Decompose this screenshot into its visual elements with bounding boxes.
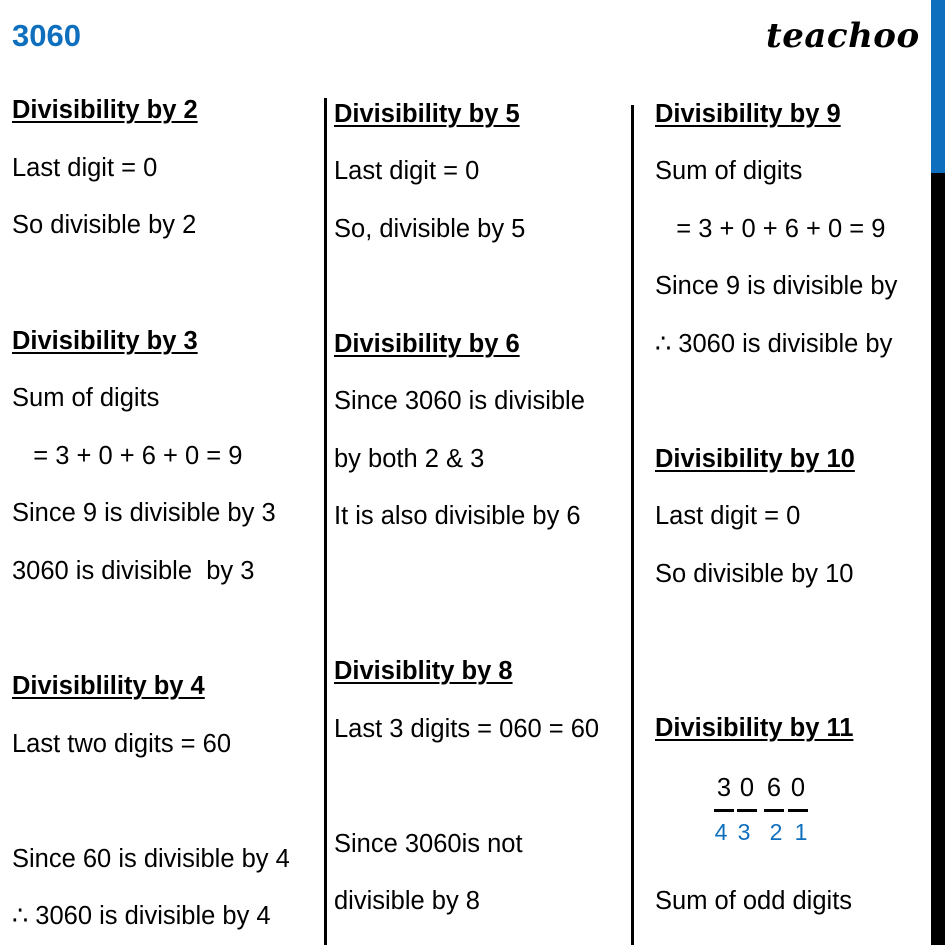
- section-heading-div-8: Divisiblity by 8: [334, 657, 513, 685]
- text-line: = 3 + 0 + 6 + 0 = 9: [12, 442, 243, 470]
- digit-underline: [737, 809, 757, 812]
- text-line: ∴ 3060 is divisible by 4: [12, 902, 271, 930]
- page-title: 3060: [12, 18, 81, 53]
- text-line: Sum of digits: [655, 157, 803, 185]
- text-line: ∴ 3060 is divisible by: [655, 330, 893, 358]
- text-line: Since 9 is divisible by: [655, 272, 898, 300]
- digit-underline: [764, 809, 784, 812]
- text-line: Last digit = 0: [12, 154, 158, 182]
- teachoo-logo: teachoo: [766, 16, 920, 56]
- text-line: So divisible by 10: [655, 560, 854, 588]
- text-line: = 3 + 0 + 6 + 0 = 9: [655, 215, 886, 243]
- section-heading-div-2: Divisibility by 2: [12, 96, 198, 124]
- text-line: Sum of odd digits: [655, 887, 853, 915]
- text-line: So divisible by 2: [12, 211, 197, 239]
- digit-underline: [714, 809, 734, 812]
- place-number: 4: [714, 819, 728, 845]
- text-line: Since 3060is not: [334, 830, 523, 858]
- text-line: 3060 is divisible by 3: [12, 557, 255, 585]
- section-heading-div-11: Divisibility by 11: [655, 714, 854, 742]
- text-line: by both 2 & 3: [334, 445, 485, 473]
- section-heading-div-5: Divisibility by 5: [334, 100, 520, 128]
- section-heading-div-4: Divisiblility by 4: [12, 672, 205, 700]
- text-line: Last digit = 0: [655, 502, 801, 530]
- place-number: 1: [794, 819, 808, 845]
- text-line: divisible by 8: [334, 887, 480, 915]
- column-divider-1: [324, 98, 327, 945]
- place-number: 3: [737, 819, 751, 845]
- text-line: Since 60 is divisible by 4: [12, 845, 290, 873]
- section-heading-div-6: Divisibility by 6: [334, 330, 520, 358]
- section-heading-div-10: Divisibility by 10: [655, 445, 855, 473]
- text-line: Last two digits = 60: [12, 730, 232, 758]
- text-line: It is also divisible by 6: [334, 502, 581, 530]
- text-line: Last 3 digits = 060 = 60: [334, 715, 600, 743]
- side-accent-bar-black: [931, 173, 945, 945]
- digit: 0: [790, 774, 806, 802]
- text-line: Last digit = 0: [334, 157, 480, 185]
- text-line: Since 9 is divisible by 3: [12, 499, 276, 527]
- digit: 6: [766, 774, 782, 802]
- side-accent-bar-blue: [931, 0, 945, 173]
- section-heading-div-3: Divisibility by 3: [12, 327, 198, 355]
- column-divider-2: [631, 105, 634, 945]
- text-line: Sum of digits: [12, 384, 160, 412]
- section-heading-div-9: Divisibility by 9: [655, 100, 841, 128]
- digit: 3: [716, 774, 732, 802]
- text-line: Since 3060 is divisible: [334, 387, 585, 415]
- digit: 0: [739, 774, 755, 802]
- text-line: So, divisible by 5: [334, 215, 526, 243]
- digit-underline: [788, 809, 808, 812]
- place-number: 2: [769, 819, 783, 845]
